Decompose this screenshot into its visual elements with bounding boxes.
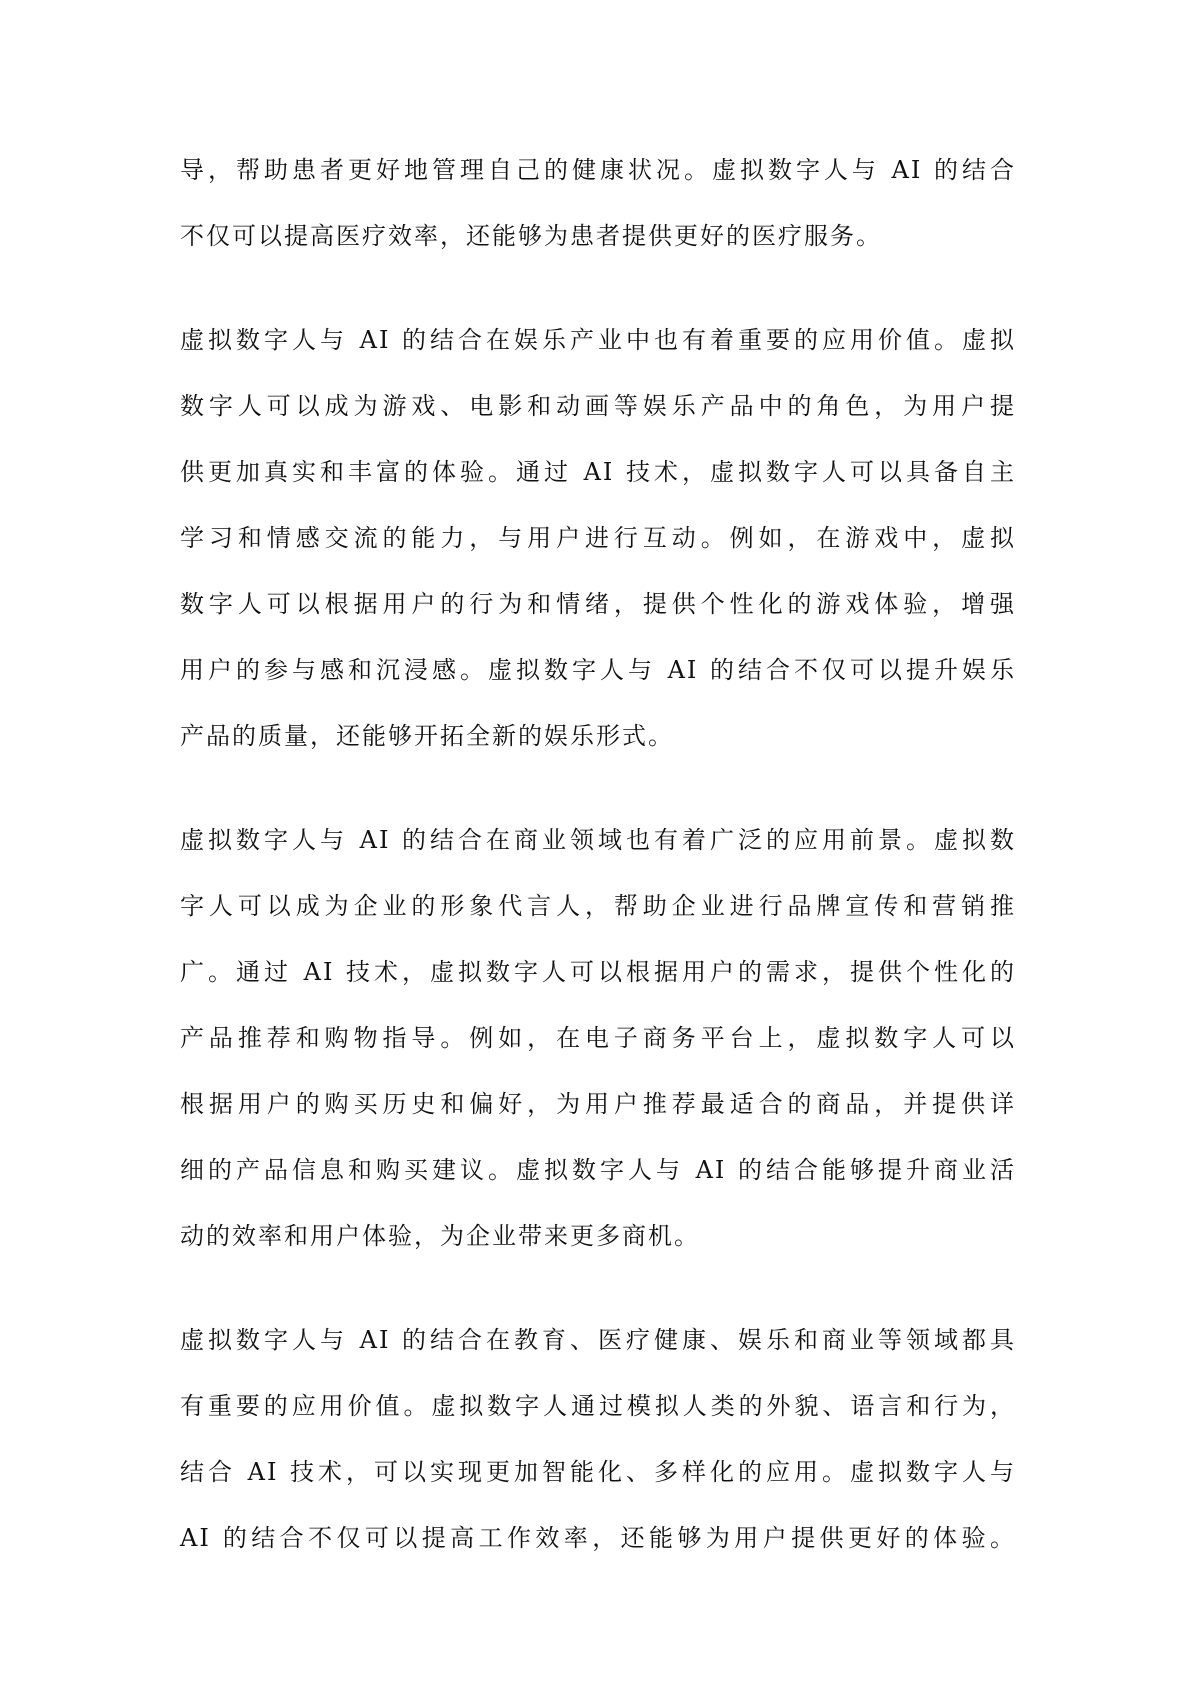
text-line: 供更加真实和丰富的体验。通过 AI 技术，虚拟数字人可以具备自主 — [180, 458, 1016, 486]
document-body — [180, 137, 1016, 1571]
text-line: 广。通过 AI 技术，虚拟数字人可以根据用户的需求，提供个性化的 — [180, 958, 1016, 986]
text-line: 数字人可以成为游戏、电影和动画等娱乐产品中的角色，为用户提 — [180, 392, 1016, 420]
text-line: 导，帮助患者更好地管理自己的健康状况。虚拟数字人与 AI 的结合 — [180, 156, 1016, 184]
text-line: 细的产品信息和购买建议。虚拟数字人与 AI 的结合能够提升商业活 — [180, 1156, 1016, 1184]
text-line: 学习和情感交流的能力，与用户进行互动。例如，在游戏中，虚拟 — [180, 524, 1016, 552]
text-line: 有重要的应用价值。虚拟数字人通过模拟人类的外貌、语言和行为， — [180, 1392, 1016, 1420]
text-line: 字人可以成为企业的形象代言人，帮助企业进行品牌宣传和营销推 — [180, 892, 1016, 920]
text-line: 产品的质量，还能够开拓全新的娱乐形式。 — [180, 722, 674, 750]
text-line: 根据用户的购买历史和偏好，为用户推荐最适合的商品，并提供详 — [180, 1090, 1016, 1118]
paragraph-2 — [180, 307, 1016, 769]
paragraph-3 — [180, 807, 1016, 1269]
text-line: 动的效率和用户体验，为企业带来更多商机。 — [180, 1222, 700, 1250]
paragraph-4 — [180, 1307, 1016, 1571]
text-line: 虚拟数字人与 AI 的结合在教育、医疗健康、娱乐和商业等领域都具 — [180, 1326, 1016, 1354]
paragraph-1 — [180, 137, 1016, 269]
text-line: AI 的结合不仅可以提高工作效率，还能够为用户提供更好的体验。 — [180, 1524, 1016, 1552]
text-line: 用户的参与感和沉浸感。虚拟数字人与 AI 的结合不仅可以提升娱乐 — [180, 656, 1016, 684]
text-line: 数字人可以根据用户的行为和情绪，提供个性化的游戏体验，增强 — [180, 590, 1016, 618]
text-line: 不仅可以提高医疗效率，还能够为患者提供更好的医疗服务。 — [180, 222, 882, 250]
text-line: 虚拟数字人与 AI 的结合在娱乐产业中也有着重要的应用价值。虚拟 — [180, 326, 1016, 354]
text-line: 产品推荐和购物指导。例如，在电子商务平台上，虚拟数字人可以 — [180, 1024, 1016, 1052]
text-line: 结合 AI 技术，可以实现更加智能化、多样化的应用。虚拟数字人与 — [180, 1458, 1016, 1486]
text-line: 虚拟数字人与 AI 的结合在商业领域也有着广泛的应用前景。虚拟数 — [180, 826, 1016, 854]
